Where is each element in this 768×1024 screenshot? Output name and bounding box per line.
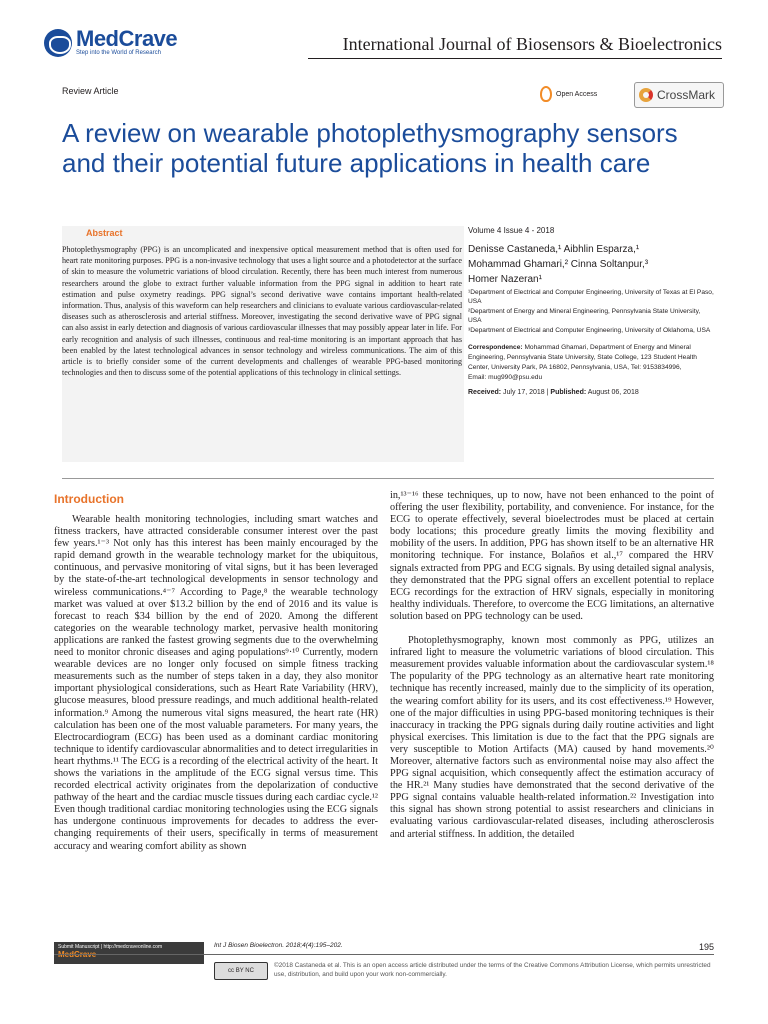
article-title: A review on wearable photoplethysmography sensors and their potential future applications in health care (62, 118, 678, 178)
medcrave-logo-icon (44, 29, 72, 57)
crossmark-button[interactable] (634, 82, 724, 108)
affiliation-2: ²Department of Energy and Mineral Engineering, Pennsylvania State University, USA (468, 307, 701, 325)
header-rule (308, 58, 722, 59)
abstract-heading: Abstract (86, 228, 123, 238)
intro-paragraph-2: in,¹³⁻¹⁶ these techniques, up to now, have not been enhanced to the point of offering the user flexibility, portability, and convenience. For instance, for the ECG to operate effectively, several bioelectrodes must be placed at certain body locations; this procedure greatly limits the moving flexibility and mobility of the users. In addition, PPG has shown itself to be an alternative HR monitoring technique. For instance, Bolaños et al.,¹⁷ compared the HRV signals extracted from PPG and ECG signals. By using detailed signal analysis, they demonstrated that the PPG signal offers an excellent potential to replace ECG recordings for the extraction of HRV signals, especially in monitoring healthy individuals. Therefore, to overcome the ECG limitations, an alternative solution based on PPG technology can be used. (390, 490, 714, 622)
abstract-text: Photoplethysmography (PPG) is an uncomplicated and inexpensive optical measurement method that is often used for heart rate monitoring purposes. PPG is a non-invasive technology that uses a light source and a photodetector at the surface of skin to measure the volumetric variations of blood circulation. Recently, there has been much interest from numerous researchers around the globe to extract further valuable information from the PPG signal in addition to heart rate estimation and pulse oxymetry readings. PPG signal’s second derivative wave contains important health-related information. Thus, analysis of this waveform can help researchers and clinicians to evaluate various cardiovascular-related diseases such as atherosclerosis and arterial stiffness. Moreover, investigating the second derivative wave of PPG signal can also assist in early detection and diagnosis of various cardiovascular illnesses that may possibly appear later in life. For early recognition and analysis of such illnesses, continuous and real-time monitoring is an important approach that has been enabled by the latest technological advances in sensor technology and wireless communications. The aim of this article is to briefly consider some of the current developments and challenges of wearable PPG-based monitoring technologies and then to discuss some of the potential applications of this technology in clinical settings. (62, 245, 462, 378)
license-text: ©2018 Castaneda et al. This is an open access article distributed under the terms of the Creative Commons Attribution License, which permits unrestricted use, distribution, and build upon your work non-commercially. (274, 962, 711, 978)
logo-tagline: Step into the World of Research (76, 50, 161, 56)
authors-line3: Homer Nazeran¹ (468, 274, 542, 285)
journal-name: International Journal of Biosensors & Bioelectronics (342, 34, 722, 54)
authors-line1: Denisse Castaneda,¹ Aibhlin Esparza,¹ (468, 244, 640, 255)
correspondence (468, 343, 714, 383)
received-label: Received: (468, 389, 502, 397)
publisher-logo[interactable] (44, 28, 177, 57)
open-access-label: Open Access (556, 90, 598, 98)
submit-manuscript-bar[interactable] (54, 942, 204, 964)
affiliation-1: ¹Department of Electrical and Computer Engineering, University of Texas at El Paso, USA (468, 289, 714, 306)
intro-paragraph-3: Photoplethysmography, known most commonly as PPG, utilizes an infrared light to measure the volumetric variations of blood circulation. This measurement provides valuable information about the cardiovascular system.¹⁸ The popularity of the PPG technology as an alternative heart rate monitoring technique has recently increased, mainly due to the simplicity of its operation, the wearing comfort ability for its users, and its cost effectiveness.¹⁹ However, one of the major difficulties in using PPG-based monitoring techniques is their inaccuracy in tracking the PPG signals during daily routine activities and light physical exercises. This limitation is due to the fact that the PPG signals are very susceptible to Motion Artifacts (MA) caused by hand movements.²⁰ Moreover, alternative factors such as environmental noise may also affect the PPG signal acquisition, which consequently affect the estimation accuracy of the HR.²¹ Many studies have demonstrated that the second derivative of the PPG signal contains valuable health-related information.²² Investigation into this signal has shown strong potential to assist researchers and clinicians in evaluating various cardiovascular-related diseases, including atherosclerosis and arterial stiffness. In addition, the detailed (390, 635, 714, 840)
authors-line2: Mohammad Ghamari,² Cinna Soltanpur,³ (468, 259, 649, 270)
citation: Int J Biosen Bioelectron. 2018;4(4):195‒202. (214, 942, 343, 949)
body-column-left (54, 514, 378, 865)
correspondence-email[interactable]: Email: mug990@psu.edu (468, 374, 543, 382)
logo-name: MedCrave (76, 26, 178, 51)
crossmark-icon (639, 88, 653, 102)
creative-commons-badge[interactable]: cc BY NC (214, 962, 268, 980)
correspondence-label: Correspondence: (468, 344, 523, 352)
submit-manuscript-link[interactable]: Submit Manuscript | http://medcraveonline.com (58, 944, 163, 950)
correspondence-text: Mohammad Ghamari, Department of Energy and Mineral Engineering, Pennsylvania State University, State College, 123 Student Health Center, University Park, PA 16802, Pennsylvania, USA, Tel: 9153834996, (468, 344, 697, 372)
introduction-heading: Introduction (54, 492, 124, 506)
affiliation-3: ³Department of Electrical and Computer Engineering, University of Oklahoma, USA (468, 326, 711, 334)
open-access-icon (540, 86, 552, 102)
open-access-badge[interactable] (540, 86, 597, 102)
received-date: July 17, 2018 (503, 389, 545, 397)
article-dates: Received: July 17, 2018 | Published: August 06, 2018 (468, 389, 639, 397)
intro-paragraph-1: Wearable health monitoring technologies, including smart watches and fitness trackers, have attracted considerable consumer interest over the past few years.¹⁻³ Not only has this interest has been mainly encouraged by the rapid demand growth in the wearable technology market for the ubiquitous, continuous, and pervasive monitoring of vital signs, but it has been leveraged by the state-of-the-art technological developments in sensor technology and wireless communications.⁴⁻⁷ According to Page,⁸ the wearable technology market was valued at over $13.2 billion by the end of 2016 and its value is forecast to reach $34 billion by the end of 2020. Among the different categories on the wearable technology market, pervasive health monitoring applications are ranked the fastest growing segments due to the overwhelming need to monitor chronic diseases and aging populations⁹·¹⁰ Currently, modern wearable devices are no longer only focused on simple fitness tracking measurements such as the number of steps taken in a day, they also monitor important physiological considerations, such as Heart Rate Variability (HRV), glucose measures, blood pressure readings, and much additional health-related information.⁹ Among the numerous vital signs measured, the heart rate (HR) calculation has been one of the most valuable parameters. For many years, the Electrocardiogram (ECG) has been used as a dominant cardiac monitoring technique to identify cardiovascular abnormalities and to detect irregularities in heart rhythms.¹¹ The ECG is a recording of the electrical activity of the heart. It shows the variations in the amplitude of the ECG signal versus time. This recorded electrical activity originates from the depolarization of conductive pathway of the heart and the cardiac muscle tissues during each cardiac cycle.¹² Even though traditional cardiac monitoring technologies using the ECG signals has undergone continuous improvements for decades to address the ever-changing requirements of their users, specifically in terms of measurement accuracy and wearing comfort ability as shown (54, 514, 378, 852)
crossmark-label: CrossMark (657, 88, 716, 102)
footer-rule (54, 954, 714, 955)
published-date: August 06, 2018 (587, 389, 639, 397)
body-column-right (390, 490, 714, 853)
section-divider (62, 478, 714, 479)
article-type: Review Article (62, 86, 119, 96)
article-meta (468, 226, 714, 396)
page-number: 195 (698, 942, 714, 952)
volume-issue: Volume 4 Issue 4 - 2018 (468, 226, 555, 235)
published-label: Published: (550, 389, 587, 397)
